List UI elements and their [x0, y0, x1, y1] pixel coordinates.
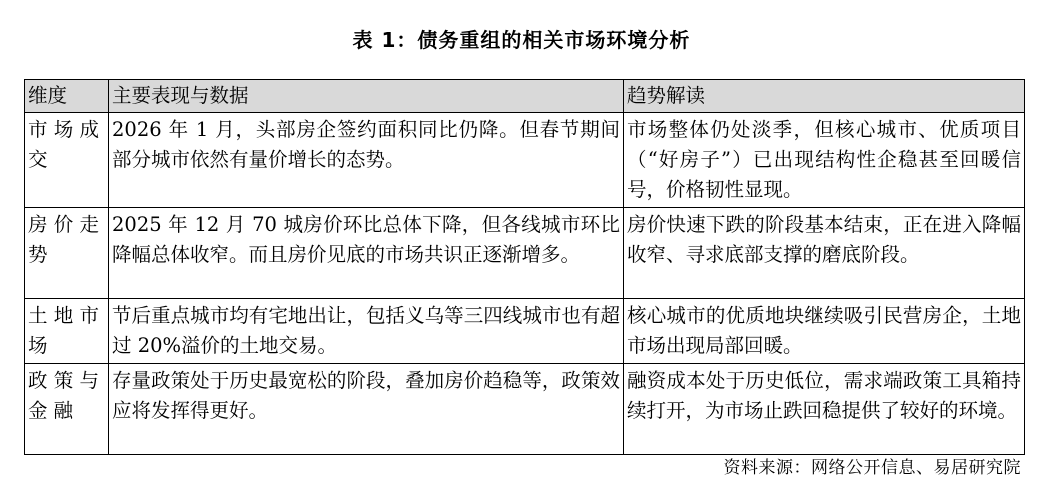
row-performance: 存量政策处于历史最宽松的阶段，叠加房价趋稳等，政策效应将发挥得更好。 — [109, 364, 624, 455]
row-interpretation: 市场整体仍处淡季，但核心城市、优质项目（“好房子”）已出现结构性企稳甚至回暖信号，价格韧性显现。 — [624, 113, 1025, 208]
row-dimension: 土地市场 — [25, 299, 109, 364]
table-row — [25, 299, 1025, 364]
header-performance: 主要表现与数据 — [109, 80, 624, 113]
table-header-row — [25, 80, 1025, 113]
table-row — [25, 208, 1025, 299]
source-note: 资料来源：网络公开信息、易居研究院 — [723, 458, 1021, 478]
row-performance: 2026 年 1 月，头部房企签约面积同比仍降。但春节期间部分城市依然有量价增长的态势。 — [109, 113, 624, 208]
market-analysis-table — [24, 79, 1025, 455]
row-interpretation: 融资成本处于历史低位，需求端政策工具箱持续打开，为市场止跌回稳提供了较好的环境。 — [624, 364, 1025, 455]
row-dimension: 政策与金融 — [25, 364, 109, 455]
row-dimension: 市场成交 — [25, 113, 109, 208]
table-row — [25, 113, 1025, 208]
table-title: 表 1：债务重组的相关市场环境分析 — [352, 28, 691, 52]
row-dimension: 房价走势 — [25, 208, 109, 299]
row-performance: 2025 年 12 月 70 城房价环比总体下降，但各线城市环比降幅总体收窄。而且房价见底的市场共识正逐渐增多。 — [109, 208, 624, 299]
header-interpretation: 趋势解读 — [624, 80, 1025, 113]
row-interpretation: 房价快速下跌的阶段基本结束，正在进入降幅收窄、寻求底部支撑的磨底阶段。 — [624, 208, 1025, 299]
row-interpretation: 核心城市的优质地块继续吸引民营房企，土地市场出现局部回暖。 — [624, 299, 1025, 364]
header-dimension: 维度 — [25, 80, 109, 113]
row-performance: 节后重点城市均有宅地出让，包括义乌等三四线城市也有超过 20%溢价的土地交易。 — [109, 299, 624, 364]
table-row — [25, 364, 1025, 455]
